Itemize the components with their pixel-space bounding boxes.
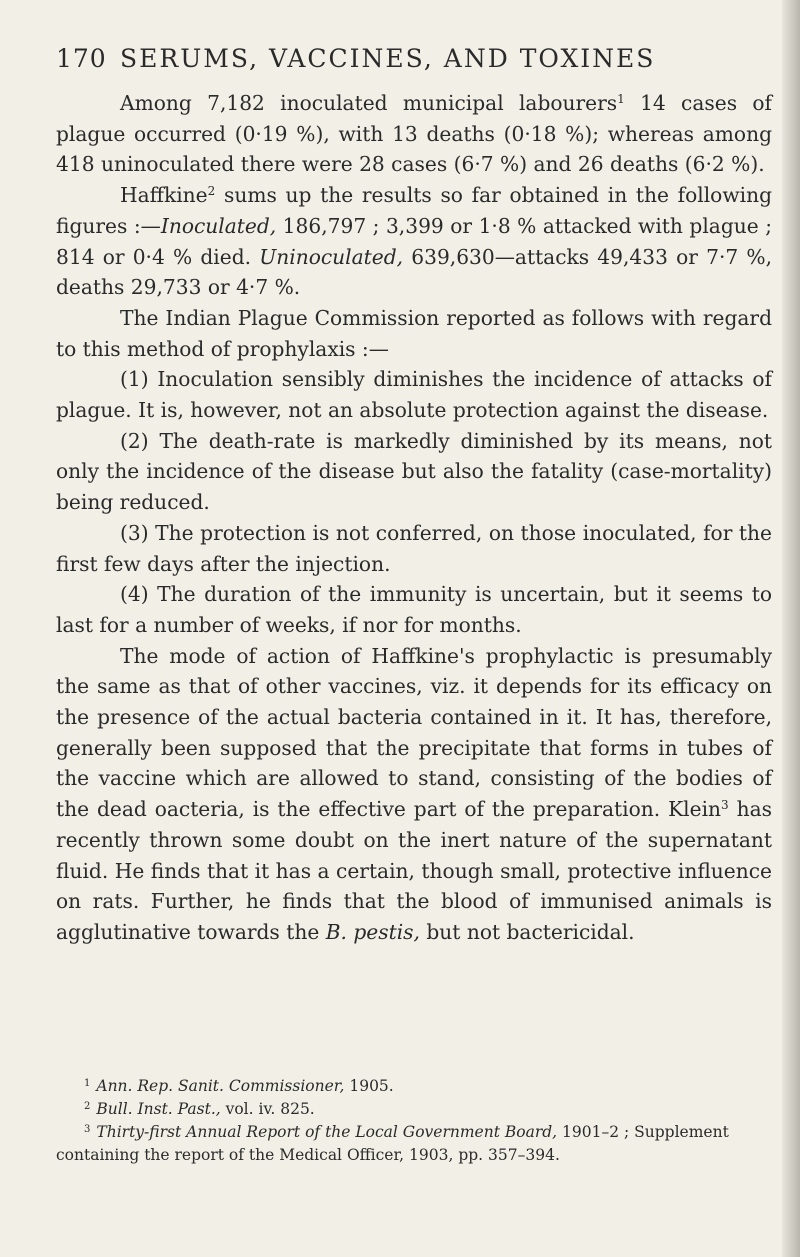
text-run: but not bactericidal.: [419, 919, 635, 944]
citation-title: Bull. Inst. Past.,: [96, 1100, 221, 1118]
footnote-mark: 2: [84, 1101, 91, 1112]
footnote-ref: 3: [721, 798, 729, 813]
text-run: sums up the results so far obtained in the following figures :—: [56, 183, 772, 238]
footnote-ref: 2: [207, 184, 216, 199]
page-number: 170: [56, 44, 107, 73]
paragraph: The Indian Plague Commission reported as follows with regard to this method of prophylaxis :—: [56, 305, 772, 361]
running-title: SERUMS, VACCINES, AND TOXINES: [120, 44, 656, 73]
text-run: 186,797 ; 3,399 or 1·8 % attacked with plague ; 814 or 0·4 % died.: [56, 213, 772, 269]
footnote-mark: 3: [84, 1124, 91, 1135]
footnote-mark: 1: [84, 1078, 91, 1089]
page-edge: [782, 0, 800, 1257]
footnote: [56, 1098, 772, 1121]
citation-detail: 1901–2 ; Supplement containing the report of the Medical Officer, 1903, pp. 357–394.: [56, 1123, 729, 1164]
body-text: [56, 88, 772, 948]
text-run: has recently thrown some doubt on the inert nature of the supernatant fluid. He finds that it has a certain, though small, protective influence on rats. Further, he finds that the blood of immunised animals is agglutinative towards the: [56, 797, 772, 944]
citation-title: Thirty-first Annual Report of the Local Government Board,: [96, 1123, 558, 1141]
italic-term: Uninoculated,: [259, 244, 404, 269]
footnote: [56, 1075, 772, 1098]
paragraph: [56, 88, 772, 180]
paragraph: (4) The duration of the immunity is uncertain, but it seems to last for a number of weeks, if nor for months.: [56, 582, 772, 637]
paragraph: (1) Inoculation sensibly diminishes the incidence of attacks of plague. It is, however, not an absolute protection against the disease.: [56, 367, 772, 423]
text-run: The mode of action of Haffkine's prophylactic is presumably the same as that of other vaccines, viz. it depends for its efficacy on the presence of the actual bacteria contained in it. It has, therefore, generally been supposed that the precipitate that forms in tubes of the vaccine which are allowed to stand, consisting of the bodies of the dead oacteria, is the effective part of the preparation. Klein: [56, 643, 772, 822]
text-run: Among 7,182 inoculated municipal labourers: [120, 91, 618, 115]
text-run: 14 cases of plague occurred (0·19 %), with 13 deaths (0·18 %); whereas among 418 uninoculated there were 28 cases (6·7 %) and 26 deaths (6·2 %).: [56, 91, 772, 177]
footnote-ref: 1: [617, 92, 625, 106]
italic-term: Inoculated,: [160, 213, 277, 238]
italic-term: B. pestis,: [325, 919, 420, 944]
text-run: Haffkine: [120, 183, 208, 208]
citation-detail: vol. iv. 825.: [220, 1100, 315, 1118]
citation-title: Ann. Rep. Sanit. Commissioner,: [96, 1077, 345, 1095]
text-run: 639,630—attacks 49,433 or 7·7 %, deaths 29,733 or 4·7 %.: [56, 244, 773, 300]
running-header: [56, 44, 756, 73]
footnote: [56, 1121, 772, 1167]
paragraph: [56, 641, 772, 948]
paragraph: [56, 180, 772, 303]
paragraph: (2) The death-rate is markedly diminished by its means, not only the incidence of the disease but also the fatality (case-mortality) being reduced.: [56, 428, 772, 515]
footnotes: [56, 1075, 772, 1167]
citation-detail: 1905.: [344, 1077, 394, 1095]
paragraph: (3) The protection is not conferred, on those inoculated, for the first few days after the injection.: [56, 520, 772, 576]
